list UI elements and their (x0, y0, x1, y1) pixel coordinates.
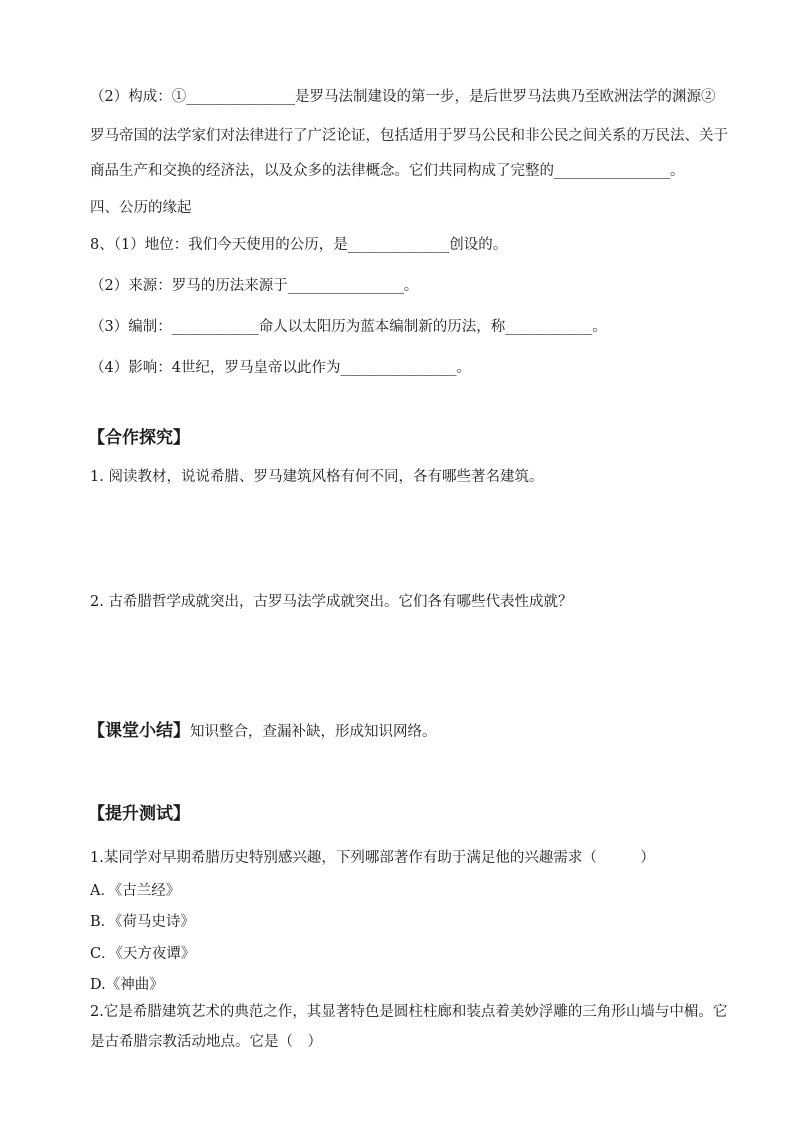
calendar-item-compilation: （3）编制：____________命人以太阳历为蓝本编制新的历法，称____________。 (90, 319, 607, 335)
calendar-item-influence: （4）影响：4世纪，罗马皇帝以此作为________________。 (90, 360, 471, 376)
test-question-2-line-1: 2.它是希腊建筑艺术的典范之作，其显著特色是圆柱柱廊和装点着美妙浮雕的三角形山墙与中楣。它 (90, 1004, 728, 1020)
test-option-b: B．《荷马史诗》 (90, 914, 195, 930)
summary-heading: 【课堂小结】 (88, 721, 190, 741)
cooperation-question-2: 2. 古希腊哲学成就突出，古罗马法学成就突出。它们各有哪些代表性成就？ (90, 594, 573, 610)
cooperation-heading: 【合作探究】 (88, 428, 190, 448)
summary-text: 知识整合，查漏补缺，形成知识网络。 (190, 724, 437, 740)
summary-line (88, 722, 437, 741)
test-question-2-line-2: 是古希腊宗教活动地点。它是（ ） (90, 1034, 322, 1050)
test-option-c: C．《天方夜谭》 (90, 946, 196, 962)
calendar-item-origin: （2）来源：罗马的历法来源于________________。 (90, 278, 419, 294)
test-option-d: D.《神曲》 (90, 977, 164, 993)
calendar-section-heading: 四、公历的缘起 (90, 200, 192, 216)
cooperation-question-1: 1. 阅读教材，说说希腊、罗马建筑风格有何不同，各有哪些著名建筑。 (90, 469, 544, 485)
law-composition-line-3: 商品生产和交换的经济法，以及众多的法律概念。它们共同构成了完整的________________。 (90, 163, 685, 179)
law-composition-line-2: 罗马帝国的法学家们对法律进行了广泛论证，包括适用于罗马公民和非公民之间关系的万民法、关于 (90, 128, 728, 144)
test-option-a: A．《古兰经》 (90, 883, 181, 899)
law-composition-line-1: （2）构成：①_______________是罗马法制建设的第一步，是后世罗马法典乃至欧洲法学的渊源② (90, 89, 716, 105)
calendar-item-status: 8、（1）地位：我们今天使用的公历，是______________创设的。 (90, 237, 508, 253)
test-question-1: 1.某同学对早期希腊历史特别感兴趣，下列哪部著作有助于满足他的兴趣需求（ ） (90, 850, 655, 866)
test-heading: 【提升测试】 (88, 804, 190, 824)
